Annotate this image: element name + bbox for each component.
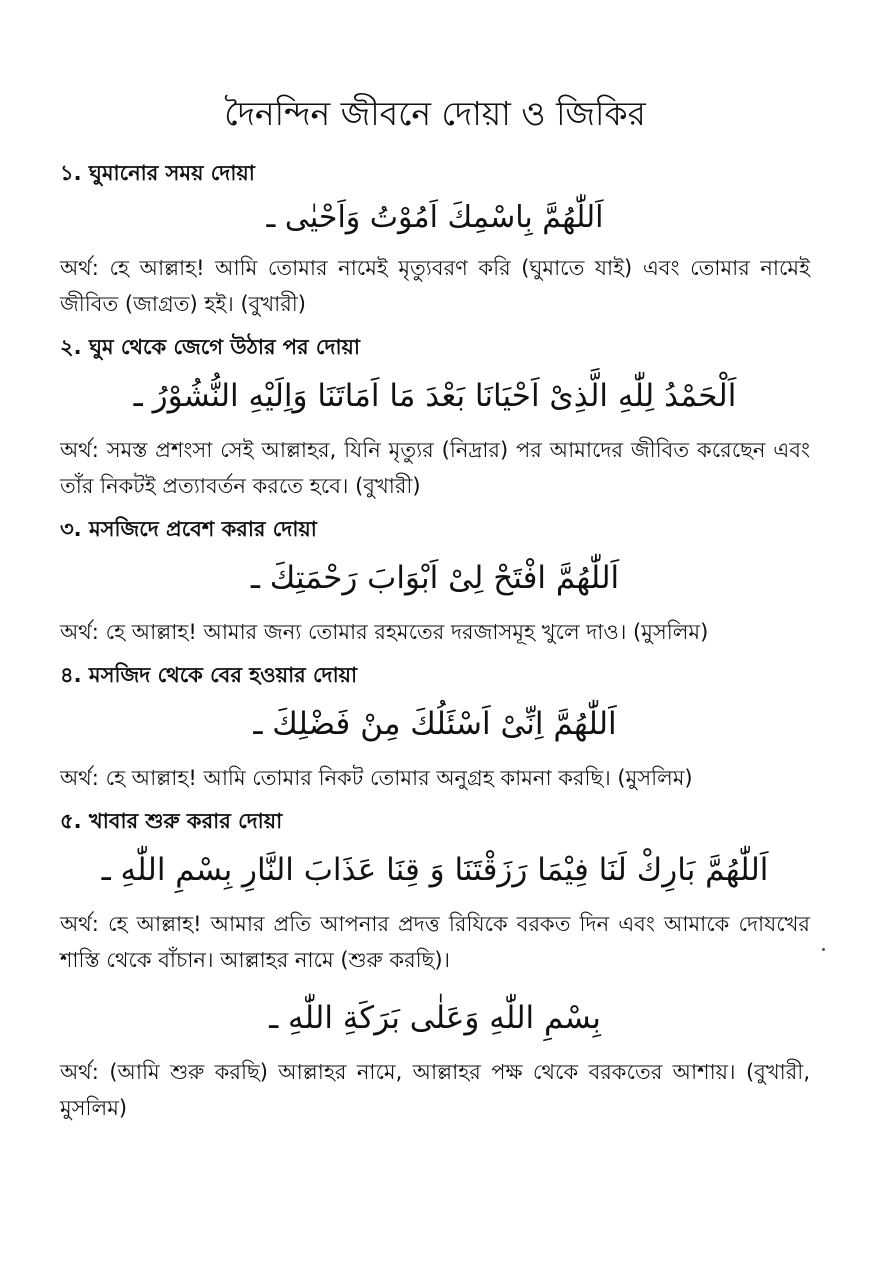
section-mosque-entry-dua <box>60 514 810 650</box>
section-meal-dua <box>60 806 810 1126</box>
meaning-label: অর্থ: <box>60 620 99 644</box>
section-waking-dua <box>60 332 810 504</box>
section-heading: ৫. খাবার শুরু করার দোয়া <box>60 809 283 833</box>
arabic-dua-text: اَلْحَمْدُ لِلّٰهِ الَّذِىْ اَحْيَانَا بَعْدَ مَا اَمَاتَنَا وَاِلَيْهِ النُّشُوْرُ ـ <box>133 378 737 414</box>
arabic-dua-text-second: بِسْمِ اللّٰهِ وَعَلٰى بَرَكَةِ اللّٰهِ ـ <box>269 1000 601 1036</box>
section-heading: ২. ঘুম থেকে জেগে উঠার পর দোয়া <box>60 335 361 359</box>
meaning-text: হে আল্লাহ! আমার প্রতি আপনার প্রদত্ত রিযিকে বরকত দিন এবং আমাকে দোযখের শাস্তি থেকে বাঁচান। আল্লাহর নামে (শুরু করছি)। <box>60 912 810 972</box>
meaning-label: অর্থ: <box>60 1060 99 1084</box>
meaning-text: হে আল্লাহ! আমি তোমার নিকট তোমার অনুগ্রহ কামনা করছি। (মুসলিম) <box>105 766 693 790</box>
section-heading: ৩. মসজিদে প্রবেশ করার দোয়া <box>60 517 317 541</box>
page-title: দৈনন্দিন জীবনে দোয়া ও জিকির <box>224 94 646 133</box>
meaning-paragraph <box>60 250 810 322</box>
section-heading: ১. ঘুমানোর সময় দোয়া <box>60 161 255 185</box>
meaning-paragraph <box>60 760 810 796</box>
meaning-label: অর্থ: <box>60 912 99 936</box>
meaning-paragraph <box>60 432 810 504</box>
arabic-dua-text: اَللّٰهُمَّ اِنِّىْ اَسْئَلُكَ مِنْ فَضْلِكَ ـ <box>253 706 617 742</box>
meaning-label: অর্থ: <box>60 256 99 280</box>
meaning-text: হে আল্লাহ! আমার জন্য তোমার রহমতের দরজাসমূহ খুলে দাও। (মুসলিম) <box>105 620 709 644</box>
section-heading: ৪. মসজিদ থেকে বের হওয়ার দোয়া <box>60 663 358 687</box>
arabic-dua-text: اَللّٰهُمَّ بَارِكْ لَنَا فِيْمَا رَزَقْتَنَا وَ قِنَا عَذَابَ النَّارِ بِسْمِ اللّٰهِ ـ <box>101 852 769 888</box>
meaning-paragraph <box>60 614 810 650</box>
arabic-dua-text: اَللّٰهُمَّ بِاسْمِكَ اَمُوْتُ وَاَحْيٰى ـ <box>266 200 604 235</box>
section-mosque-exit-dua <box>60 660 810 796</box>
meaning-paragraph-second <box>60 1054 810 1126</box>
meaning-paragraph <box>60 906 810 978</box>
meaning-label: অর্থ: <box>60 766 99 790</box>
meaning-text: (আমি শুরু করছি) আল্লাহর নামে, আল্লাহর পক্ষ থেকে বরকতের আশায়। (বুখারী, মুসলিম) <box>60 1060 810 1120</box>
meaning-text: হে আল্লাহ! আমি তোমার নামেই মৃত্যুবরণ করি (ঘুমাতে যাই) এবং তোমার নামেই জীবিত (জাগ্রত) হই। (বুখারী) <box>60 256 810 316</box>
meaning-label: অর্থ: <box>60 438 99 462</box>
speck-mark <box>822 948 825 951</box>
arabic-dua-text: اَللّٰهُمَّ افْتَحْ لِىْ اَبْوَابَ رَحْمَتِكَ ـ <box>250 560 620 596</box>
section-sleeping-dua <box>60 158 810 322</box>
meaning-text: সমস্ত প্রশংসা সেই আল্লাহর, যিনি মৃত্যুর (নিদ্রার) পর আমাদের জীবিত করেছেন এবং তাঁর নিকটই প্রত্যাবর্তন করতে হবে। (বুখারী) <box>60 438 810 498</box>
